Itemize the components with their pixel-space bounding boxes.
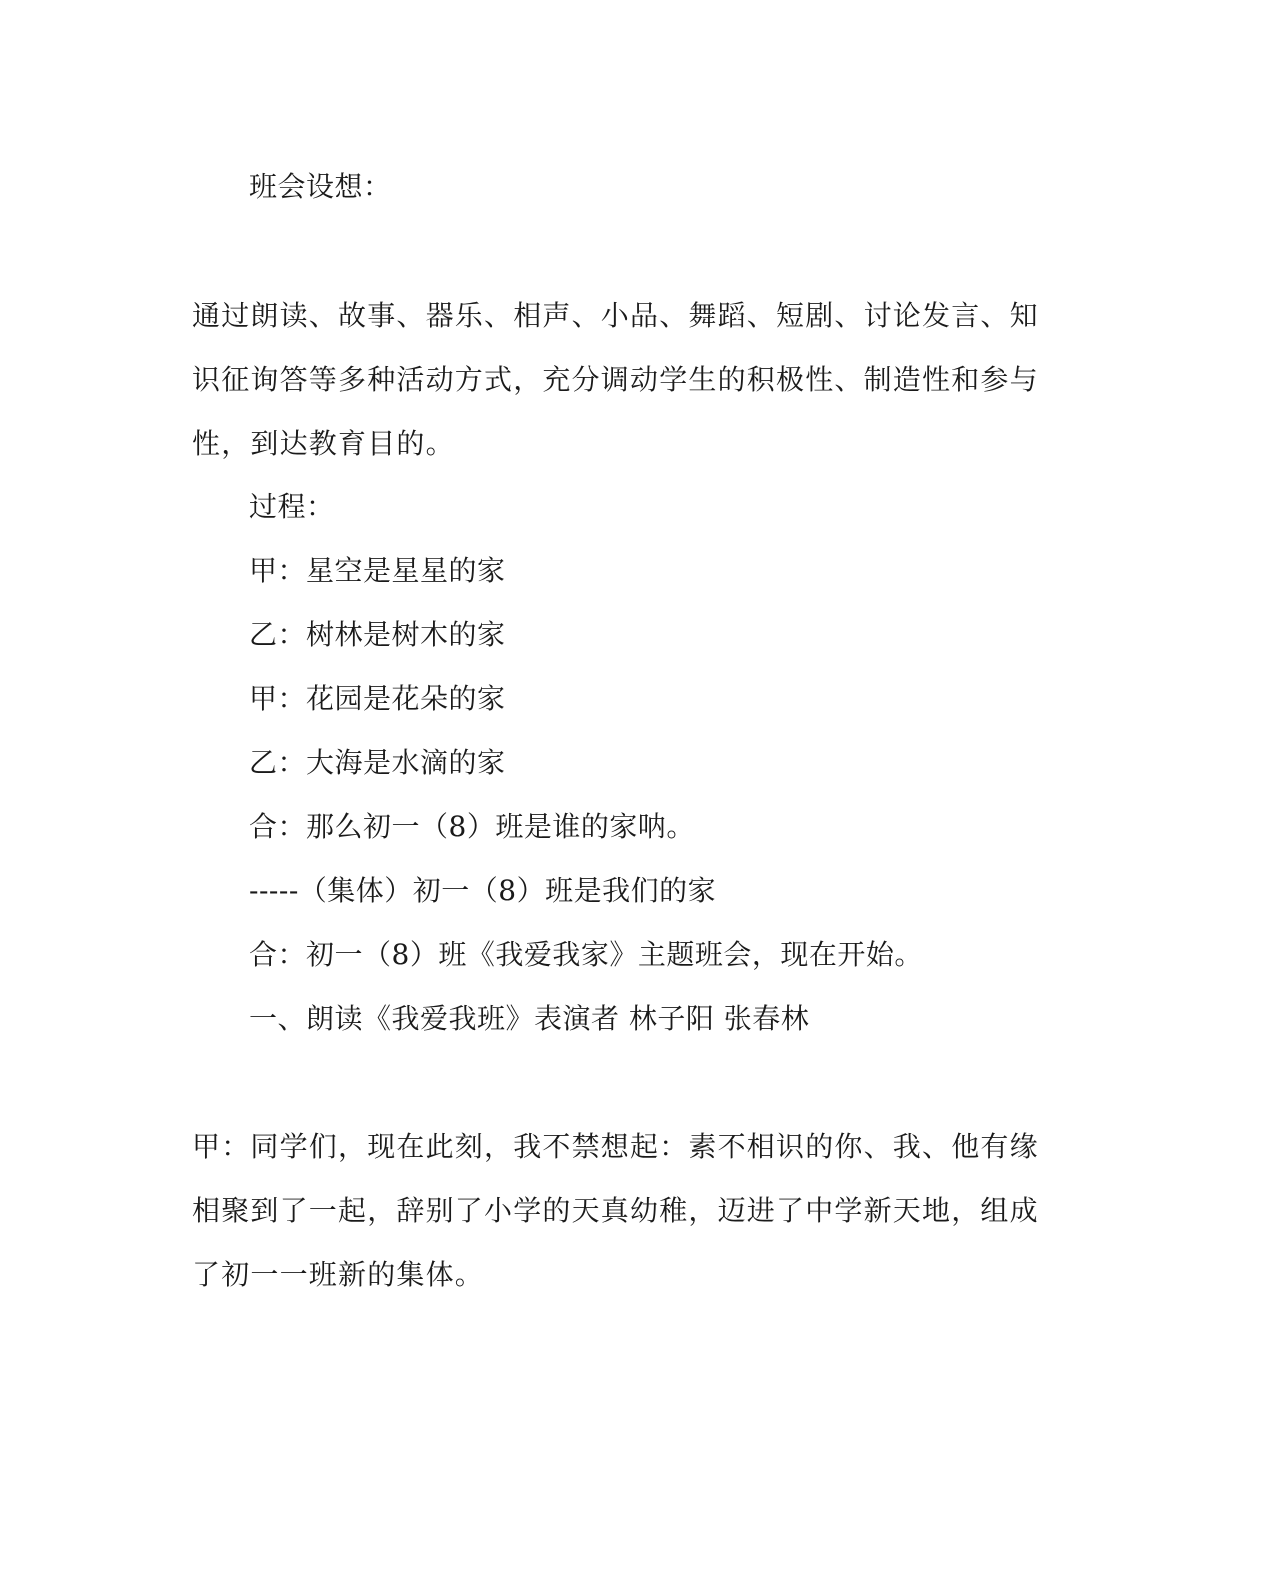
heading-process: 过程： xyxy=(249,490,335,523)
intro-paragraph: 通过朗读、故事、器乐、相声、小品、舞蹈、短剧、讨论发言、知识征询答等多种活动方式，充分调动学生的积极性、制造性和参与性，到达教育目的。 xyxy=(192,299,1039,460)
dialogue-line-5: 合：那么初一（8）班是谁的家呐。 xyxy=(249,810,695,843)
dialogue-line-1: 甲：星空是星星的家 xyxy=(249,554,506,587)
dialogue-line-7: 合：初一（8）班《我爱我家》主题班会，现在开始。 xyxy=(249,938,923,971)
dialogue-line-3: 甲：花园是花朵的家 xyxy=(249,682,506,715)
heading-class-meeting-idea: 班会设想： xyxy=(249,170,392,203)
dialogue-line-4: 乙：大海是水滴的家 xyxy=(249,746,506,779)
dialogue-line-6: -----（集体）初一（8）班是我们的家 xyxy=(249,874,717,907)
program-item-1: 一、朗读《我爱我班》表演者 林子阳 张春林 xyxy=(249,1002,810,1035)
closing-paragraph: 甲：同学们，现在此刻，我不禁想起：素不相识的你、我、他有缘相聚到了一起，辞别了小学的天真幼稚，迈进了中学新天地，组成了初一一班新的集体。 xyxy=(192,1130,1039,1291)
dialogue-line-2: 乙：树林是树木的家 xyxy=(249,618,506,651)
